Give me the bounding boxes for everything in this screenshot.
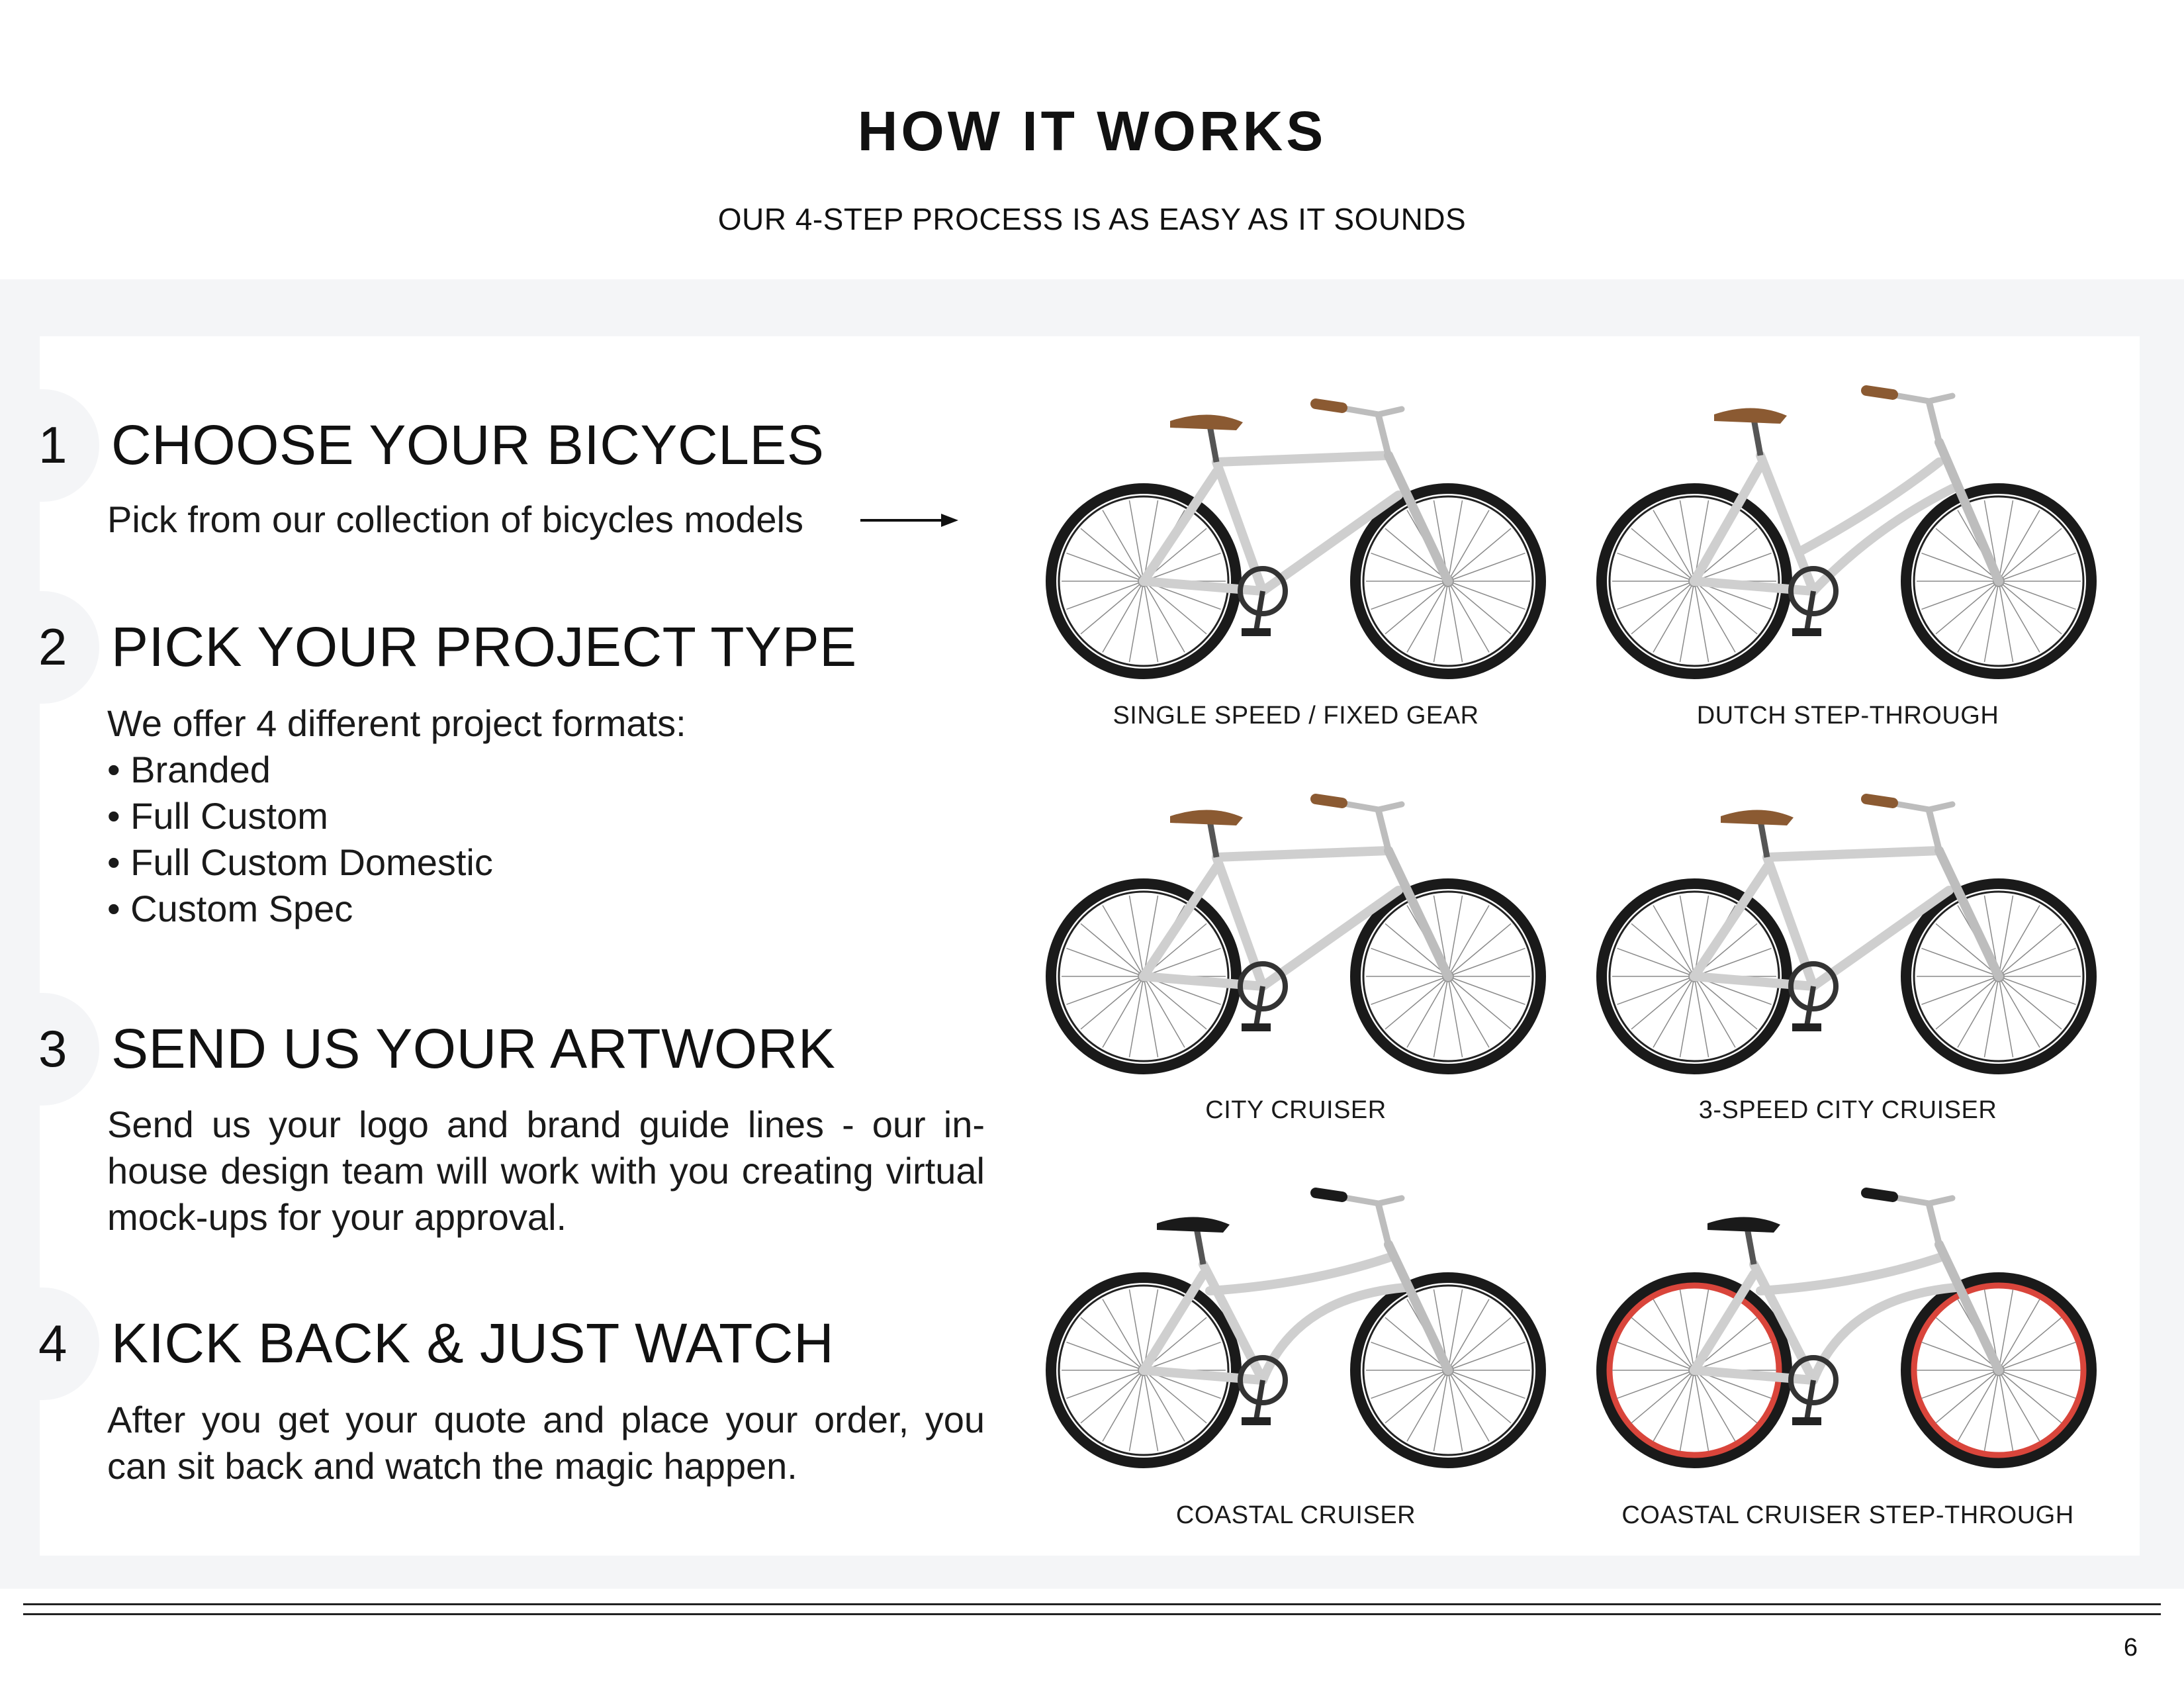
bike-label: SINGLE SPEED / FIXED GEAR [1113,702,1479,729]
spoke [1936,976,1999,1029]
pedal [1242,628,1271,636]
spoke [1448,923,1511,976]
grip [1866,1193,1893,1197]
spoke [1999,581,2062,634]
top-tube [1760,1258,1939,1291]
spoke [1066,976,1144,1004]
step-description: Send us your logo and brand guide lines - our in-house design team will work with you creating virtual mock-ups for your approval. [107,1103,985,1238]
project-formats-list [107,747,686,932]
spoke [1066,949,1144,976]
step-number: 3 [38,1019,68,1078]
list-item: • Custom Spec [107,888,353,929]
seat-post [1210,426,1216,462]
stem [1929,1205,1939,1244]
chain-stay [1694,581,1813,591]
spoke [1999,949,2076,976]
bike-label: DUTCH STEP-THROUGH [1696,702,1999,729]
footer-rule-top [23,1603,2161,1605]
step-description: After you get your quote and place your order, you can sit back and watch the magic happen. [107,1399,985,1487]
grip [1316,404,1342,408]
page-number: 6 [2123,1634,2138,1662]
arrow-right-icon [860,510,960,530]
list-item: • Full Custom [107,795,328,837]
spoke [1999,923,2062,976]
spoke [1921,976,1999,1004]
crank [1807,986,1813,1026]
grip [1316,799,1342,803]
saddle [1170,414,1243,430]
crank [1807,1380,1813,1420]
bike-label: COASTAL CRUISER STEP-THROUGH [1621,1501,2074,1529]
spoke [1448,553,1525,581]
step-title: CHOOSE YOUR BICYCLES [111,414,825,476]
bike-illustration-coastal-cruiser-step-through [1595,1152,2098,1483]
bike-illustration-coastal-cruiser [1044,1152,1547,1483]
crank [1256,591,1263,631]
spoke [1448,1370,1525,1398]
top-tube [1767,851,1939,857]
spoke [1371,1370,1448,1398]
spoke [1448,1342,1525,1370]
spoke [1448,581,1525,609]
spoke [1448,976,1511,1029]
pedal [1792,1023,1821,1031]
pedal [1242,1417,1271,1425]
step-number: 2 [38,618,68,676]
spoke [1617,553,1694,581]
spoke [1448,976,1525,1004]
page-title: HOW IT WORKS [857,100,1327,162]
pedal [1792,1417,1821,1425]
spoke [1066,553,1144,581]
spoke [1999,976,2062,1029]
stem [1379,1205,1388,1244]
spoke [1617,581,1694,609]
spoke [1066,1342,1144,1370]
seat-post [1760,821,1767,857]
list-item: • Branded [107,749,271,790]
spoke [1999,1317,2062,1370]
step-number: 4 [38,1314,68,1372]
seat-post [1747,1228,1754,1264]
pedal [1792,628,1821,636]
stem [1929,811,1939,851]
spoke [1448,1317,1511,1370]
spoke [1385,1370,1448,1423]
stem [1929,402,1939,442]
spoke [1617,949,1694,976]
spoke [1999,1370,2062,1423]
spoke [1631,1370,1694,1423]
top-tube [1216,851,1388,857]
project-formats-intro: We offer 4 different project formats: [107,702,686,744]
spoke [1385,976,1448,1029]
chain-stay [1144,976,1263,986]
saddle [1714,408,1787,424]
spoke [1081,1317,1144,1370]
spoke [1999,528,2062,581]
grip [1316,1193,1342,1197]
spoke [1617,1342,1694,1370]
spoke [1081,923,1144,976]
step-number: 1 [38,416,68,474]
seat-post [1754,419,1760,455]
spoke [1081,581,1144,634]
spoke [1448,1370,1511,1423]
spoke [1631,528,1694,581]
spoke [1448,528,1511,581]
seat-post [1197,1228,1203,1264]
spoke [1921,1370,1999,1398]
spoke [1617,976,1694,1004]
chain-stay [1694,976,1813,986]
saddle [1707,1217,1780,1233]
spoke [1999,553,2076,581]
seat-post [1210,821,1216,857]
spoke [1999,1342,2076,1370]
pedal [1242,1023,1271,1031]
spoke [1371,976,1448,1004]
crank [1256,1380,1263,1420]
step-description: Pick from our collection of bicycles models [107,498,803,540]
spoke [1081,1370,1144,1423]
bike-label: 3-SPEED CITY CRUISER [1698,1096,1997,1124]
spoke [1999,1370,2076,1398]
spoke [1617,1370,1694,1398]
grip [1866,799,1893,803]
chain-stay [1144,1370,1263,1380]
spoke [1631,923,1694,976]
saddle [1157,1217,1230,1233]
spoke [1448,581,1511,634]
stem [1379,811,1388,851]
bike-label: CITY CRUISER [1205,1096,1387,1124]
stem [1379,416,1388,455]
top-tube [1216,455,1388,462]
chain-stay [1694,1370,1813,1380]
step-title: SEND US YOUR ARTWORK [111,1017,836,1080]
saddle [1170,810,1243,825]
spoke [1936,581,1999,634]
bike-illustration-single-speed [1044,363,1547,694]
spoke [1081,528,1144,581]
spoke [1448,949,1525,976]
spoke [1999,581,2076,609]
spoke [1936,1370,1999,1423]
spoke [1081,976,1144,1029]
top-tube [1210,1258,1388,1291]
crank [1807,591,1813,631]
bike-illustration-dutch-step-through [1595,363,2098,694]
spoke [1999,976,2076,1004]
page-subtitle: OUR 4-STEP PROCESS IS AS EASY AS IT SOUNDS [717,202,1467,236]
grip [1866,391,1893,395]
bike-illustration-3-speed-city-cruiser [1595,758,2098,1089]
spoke [1371,581,1448,609]
spoke [1385,581,1448,634]
spoke [1631,976,1694,1029]
step-title: PICK YOUR PROJECT TYPE [111,616,857,678]
bike-illustration-city-cruiser [1044,758,1547,1089]
spoke [1066,581,1144,609]
fork [1939,442,1999,581]
spoke [1921,581,1999,609]
spoke [1066,1370,1144,1398]
step-title: KICK BACK & JUST WATCH [111,1312,835,1374]
list-item: • Full Custom Domestic [107,841,493,883]
spoke [1631,581,1694,634]
crank [1256,986,1263,1026]
saddle [1721,810,1794,825]
bike-label: COASTAL CRUISER [1175,1501,1416,1529]
chain-stay [1144,581,1263,591]
footer-rule-bottom [23,1613,2161,1615]
step-description [107,700,686,932]
spoke [1631,1317,1694,1370]
